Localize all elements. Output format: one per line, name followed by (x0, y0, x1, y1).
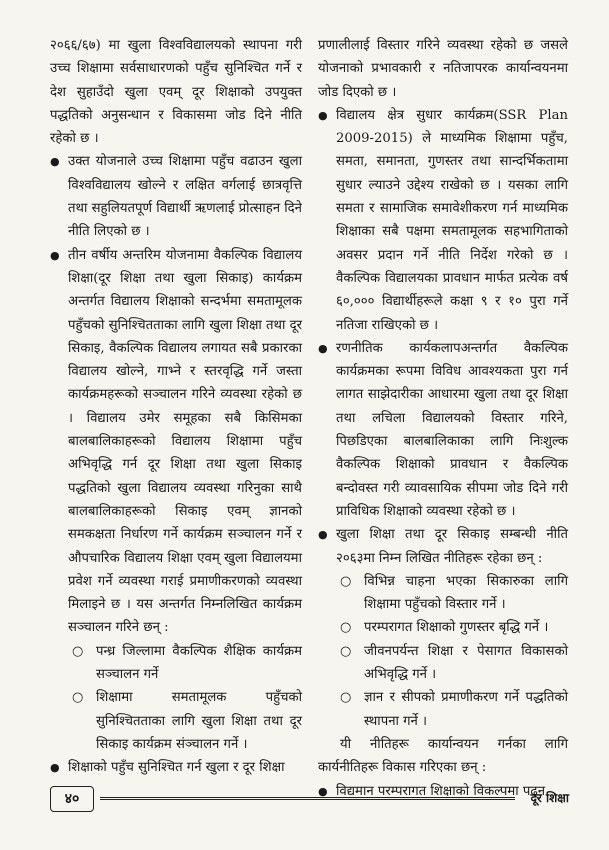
paragraph: २०६६/६७) मा खुला विश्वविद्यालयको स्थापना गरी उच्च शिक्षामा सर्वसाधारणको पहुँच सुनिश्चित गर्ने र देश सुहाउँदो खुला एवम् दूर शिक्षाको उपयुक्त पद्धतिको अनुसन्धान र विकासमा जोड दिने नीति रहेको छ । (50, 38, 302, 147)
sub-item: ○ विभिन्न चाहना भएका सिकारुका लागि शिक्षामा पहुँचको विस्तार गर्ने । (338, 570, 568, 617)
bullet-item: ● उक्त योजनाले उच्च शिक्षामा पहुँच वढाउन खुला विश्वविद्यालय खोल्ने र लक्षित वर्गलाई छात्रवृत्ति तथा सहुलियतपूर्ण विद्यार्थी ऋणलाई प्रोत्साहन दिने नीति लिएको छ । (50, 150, 302, 243)
paragraph: यी नीतिहरू कार्यान्वयन गर्नका लागि कार्यनीतिहरू विकास गरिएका छन् : (318, 736, 568, 776)
sub-item: ○ परम्परागत शिक्षाको गुणस्तर बृद्धि गर्ने । (338, 616, 568, 639)
left-column (50, 34, 302, 780)
page-number: ४० (50, 786, 94, 812)
bullet-item: ● खुला शिक्षा तथा दूर सिकाइ सम्बन्धी नीति २०६३मा निम्न लिखित नीतिहरू रहेका छन् : (318, 523, 568, 570)
bullet-item: ● रणनीतिक कार्यकलापअन्तर्गत वैकल्पिक कार्यक्रमका रूपमा विविध आवश्यकता पुरा गर्न लागत साझेदारीका आधारमा खुला तथा दूर शिक्षा तथा लचिला विद्यालयको विस्तार गरिने, पिछडिएका बालबालिकाका लागि निःशुल्क वैकल्पिक शिक्षाको प्रावधान र वैकल्पिक बन्दोवस्त गरी व्यावसायिक सीपमा जोड दिने गरी प्राविधिक शिक्षाको व्यवस्था रहेको छ । (318, 337, 568, 523)
page-footer (50, 786, 569, 812)
right-column (318, 34, 568, 803)
sub-item: ○ शिक्षामा समतामूलक पहुँचको सुनिश्चितताका लागि खुला शिक्षा तथा दूर सिकाइ कार्यक्रम संञ्चालन गर्ने । (70, 686, 302, 756)
bullet-item: ● विद्यमान परम्परागत शिक्षाको विकल्पमा पढ्न (318, 780, 568, 803)
footer-title: दूर शिक्षा (530, 791, 569, 805)
bullet-item: ● विद्यालय क्षेत्र सुधार कार्यक्रम(SSR Plan 2009-2015) ले माध्यमिक शिक्षामा पहुँच, समता, समानता, गुणस्तर तथा सान्दर्भिकतामा सुधार ल्याउने उद्देश्य राखेको छ । यसका लागि समता र सामाजिक समावेशीकरण गर्न माध्यमिक शिक्षाका सबै पक्षमा समतामूलक सहभागिताको अवसर प्रदान गर्ने नीति निर्देश गरेको छ । वैकल्पिक विद्यालयका प्रावधान मार्फत प्रत्येक वर्ष ६०,००० विद्यार्थीहरूले कक्षा ९ र १० पुरा गर्ने नतिजा राखिएको छ । (318, 104, 568, 337)
footer-rule (100, 797, 515, 800)
sub-item: ○ पन्ध्र जिल्लामा वैकल्पिक शैक्षिक कार्यक्रम सञ्चालन गर्ने (70, 640, 302, 687)
paragraph: प्रणालीलाई विस्तार गरिने व्यवस्था रहेको छ जसले योजनाको प्रभावकारी र नतिजापरक कार्यान्वयनमा जोड दिएको छ । (318, 38, 568, 100)
sub-item: ○ ज्ञान र सीपको प्रमाणीकरण गर्ने पद्धतिको स्थापना गर्ने । (338, 686, 568, 733)
bullet-item: ● शिक्षाको पहुँच सुनिश्चित गर्न खुला र दूर शिक्षा (50, 756, 302, 779)
sub-item: ○ जीवनपर्यन्त शिक्षा र पेसागत विकासको अभिवृद्धि गर्ने । (338, 640, 568, 687)
bullet-item: ● तीन वर्षीय अन्तरिम योजनामा वैकल्पिक विद्यालय शिक्षा(दूर शिक्षा तथा खुला सिकाइ) कार्यक्रम अन्तर्गत विद्यालय शिक्षाको सन्दर्भमा समतामूलक पहुँचको सुनिश्चितताका लागि खुला शिक्षा तथा दूर सिकाइ, वैकल्पिक विद्यालय लगायत सबै प्रकारका विद्यालय खोल्ने, गाभ्ने र स्तरवृद्धि गर्ने जस्ता कार्यक्रमहरूको सञ्चालन गरिने व्यवस्था रहेको छ । विद्यालय उमेर समूहका सबै किसिमका बालबालिकाहरूको विद्यालय शिक्षामा पहुँच अभिवृद्धि गर्न दूर शिक्षा तथा खुला सिकाइ पद्धतिको खुला विद्यालय व्यवस्था गरिनुका साथै बालबालिकाहरूको सिकाइ एवम् ज्ञानको समकक्षता निर्धारण गर्ने कार्यक्रम सञ्चालन गर्ने र औपचारिक विद्यालय शिक्षा एवम् खुला विद्यालयमा प्रवेश गर्ने व्यवस्था गराई प्रमाणीकरणको व्यवस्था मिलाइने छ । यस अन्तर्गत निम्नलिखित कार्यक्रम सञ्चालन गरिने छन् : (50, 244, 302, 640)
